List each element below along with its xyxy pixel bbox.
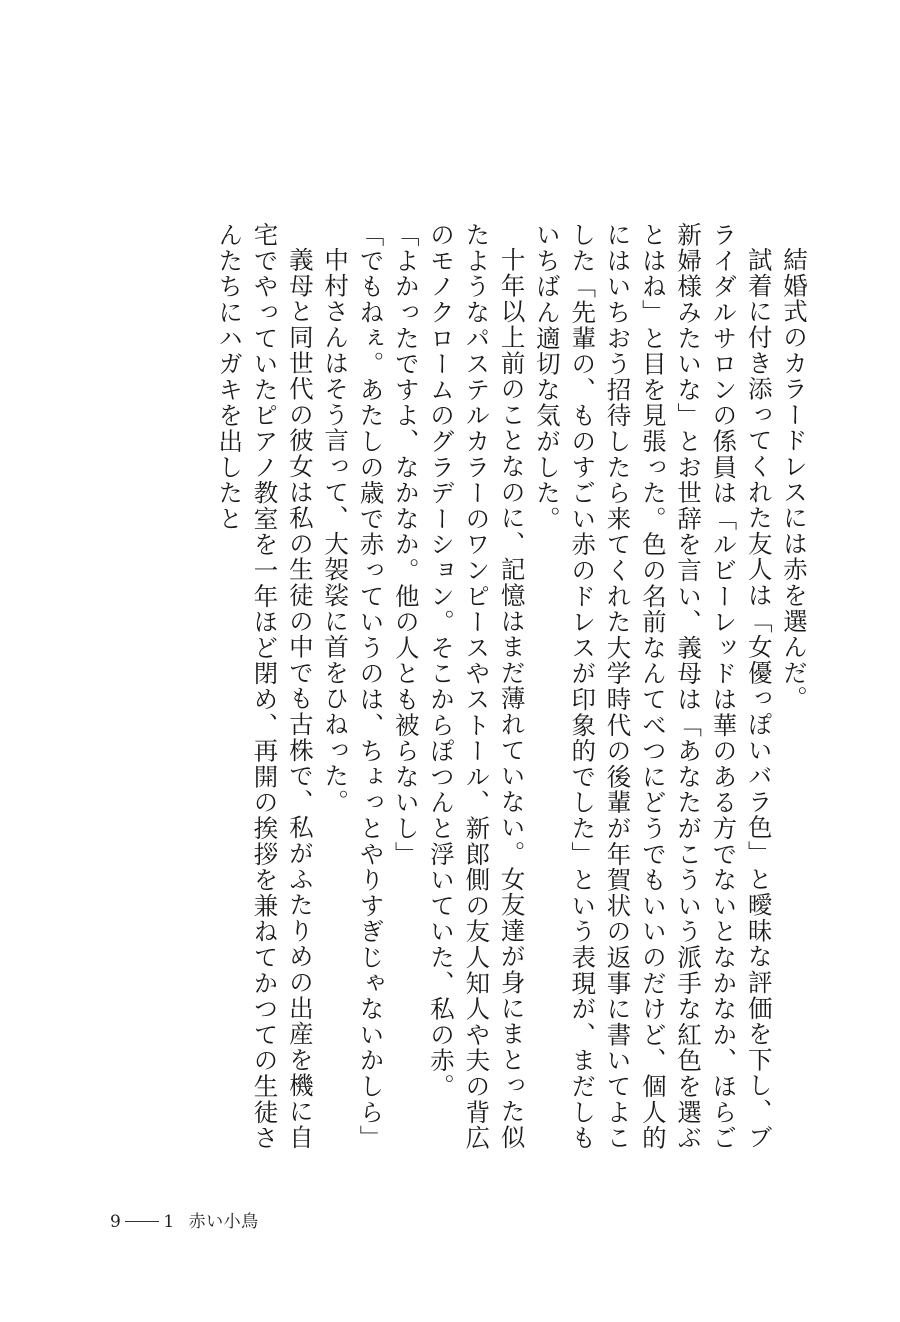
vertical-body-text: [92, 222, 812, 1162]
page-number: 9: [110, 1212, 122, 1232]
page-footer: [110, 1212, 259, 1232]
paragraph-3: 十年以上前のことなのに、記憶はまだ薄れていない。女友達が身にまとった似たようなパステルカラーのワンピースやストール、新郎側の友人知人や夫の背広のモノクロームのグラデーション。そこからぽつんと浮いていた、私の赤。: [427, 222, 527, 1151]
chapter-number: 1: [163, 1212, 175, 1232]
chapter-title: 赤い小鳥: [188, 1212, 259, 1232]
paragraph-4: 中村さんはそう言って、大袈裟に首をひねった。: [321, 246, 351, 815]
paragraph-5: 義母と同世代の彼女は私の生徒の中でも古株で、私がふたりめの出産を機に自宅でやっていたピアノ教室を一年ほど閉め、再開の挨拶を兼ねてかつての生徒さんたちにハガキを出したと: [215, 222, 315, 1151]
paragraph-1: 結婚式のカラードレスには赤を選んだ。: [780, 246, 809, 711]
footer-dash-divider: [125, 1221, 159, 1222]
paragraph-2: 試着に付き添ってくれた友人は「女優っぽいバラ色」と曖昧な評価を下し、ブライダルサロンの係員は「ルビーレッドは華のある方でないとなかなか、ほらご新婦様みたいな」とお世辞を言い、義母は「あなたがこういう派手な紅色を選ぶとはね」と目を見張った。色の名前なんてべつにどうでもいいのだけど、個人的にはいちおう招待したら来てくれた大学時代の後輩が年賀状の返事に書いてよこした「先輩の、ものすごい赤のドレスが印象的でした」という表現が、まだしもいちばん適切な気がした。: [532, 222, 774, 1151]
dialogue-line-1: 「よかったですよ、なかなか。他の人とも被らないし」: [391, 222, 421, 867]
dialogue-line-2: 「でもねぇ。あたしの歳で赤っていうのは、ちょっとやりすぎじゃないかしら」: [356, 222, 386, 1151]
